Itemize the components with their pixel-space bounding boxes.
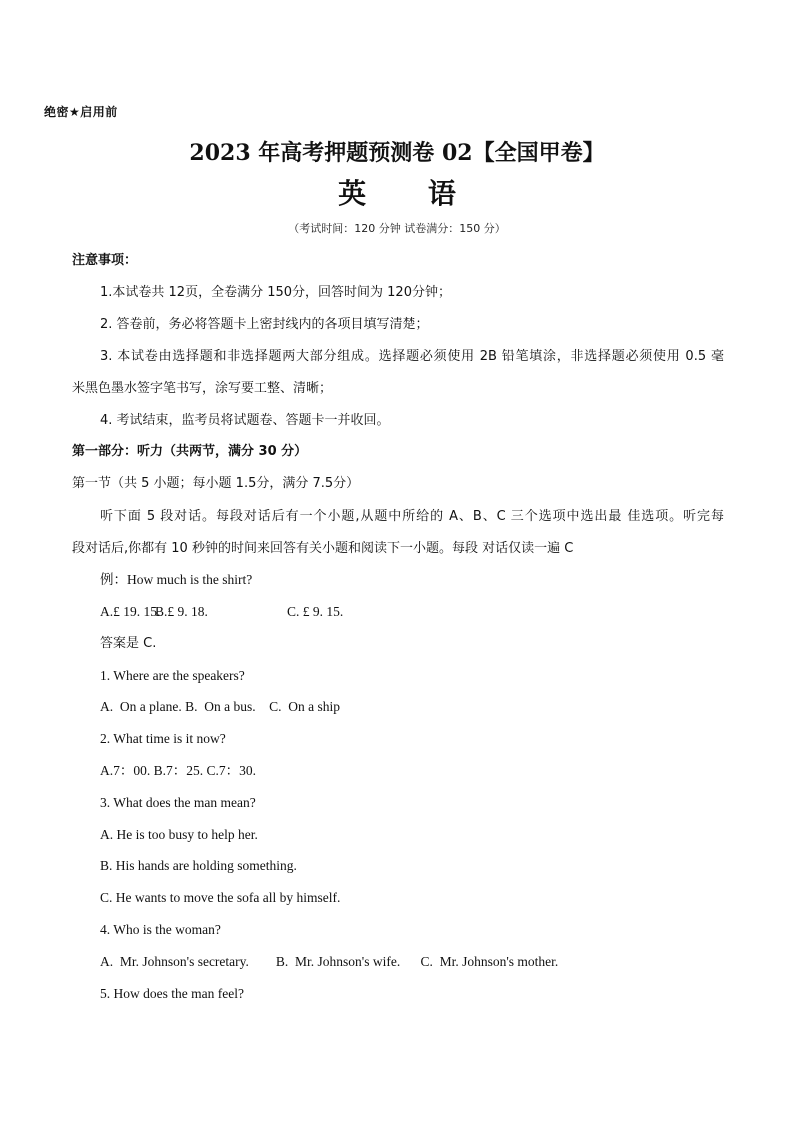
question-1-options: A. On a plane. B. On a bus. C. On a ship: [100, 699, 340, 714]
question-3-option-a: A. He is too busy to help her.: [100, 827, 258, 842]
example-question: 例：How much is the shirt?: [100, 572, 253, 587]
question-3-option-c: C. He wants to move the sofa all by himself.: [100, 890, 341, 905]
part1-heading: 第一部分：听力（共两节，满分 30 分）: [72, 444, 308, 459]
exam-time-info: （考试时间：120 分钟 试卷满分：150 分）: [288, 222, 506, 235]
note-item-2: 2. 答卷前，务必将答题卡上密封线内的各项目填写清楚；: [100, 317, 429, 332]
question-2: 2. What time is it now?: [100, 731, 226, 746]
example-option-b: B.£ 9. 18.: [155, 604, 208, 619]
question-2-options: A.7：00. B.7：25. C.7：30.: [100, 763, 257, 778]
note-item-1: 1.本试卷共 12页，全卷满分 150分，回答时间为 120分钟；: [100, 285, 451, 300]
exam-title: 2023 年高考押题预测卷 02【全国甲卷】: [189, 140, 605, 166]
note-item-3: 3. 本试卷由选择题和非选择题两大部分组成。选择题必须使用 2B 铅笔填涂，非选择题必须使用 0.5 毫: [100, 349, 724, 364]
question-4-options: A. Mr. Johnson's secretary. B. Mr. Johnson's wife. C. Mr. Johnson's mother.: [100, 954, 559, 969]
note-item-3-cont: 米黑色墨水签字笔书写，涂写要工整、清晰；: [72, 381, 333, 396]
notes-heading: 注意事项：: [72, 253, 138, 268]
note-item-4: 4. 考试结束，监考员将试题卷、答题卡一并收回。: [100, 413, 390, 428]
section1-heading: 第一节（共 5 小题；每小题 1.5分，满分 7.5分）: [72, 476, 360, 491]
question-4: 4. Who is the woman?: [100, 922, 221, 937]
subject-title: 英 语: [338, 177, 482, 210]
question-3-option-b: B. His hands are holding something.: [100, 858, 297, 873]
example-option-c: C. £ 9. 15.: [287, 604, 344, 619]
confidential-label: 绝密★启用前: [44, 105, 118, 119]
example-answer: 答案是 C.: [100, 636, 157, 651]
instructions-line-1: 听下面 5 段对话。每段对话后有一个小题,从题中所给的 A、B、C 三个选项中选出最 佳选项。听完每: [100, 509, 724, 524]
question-5: 5. How does the man feel?: [100, 986, 244, 1001]
question-3: 3. What does the man mean?: [100, 795, 256, 810]
example-option-a: A.£ 19. 15.: [100, 604, 161, 619]
question-1: 1. Where are the speakers?: [100, 668, 245, 683]
instructions-line-2: 段对话后,你都有 10 秒钟的时间来回答有关小题和阅读下一小题。每段 对话仅读一遍 C: [72, 541, 574, 556]
